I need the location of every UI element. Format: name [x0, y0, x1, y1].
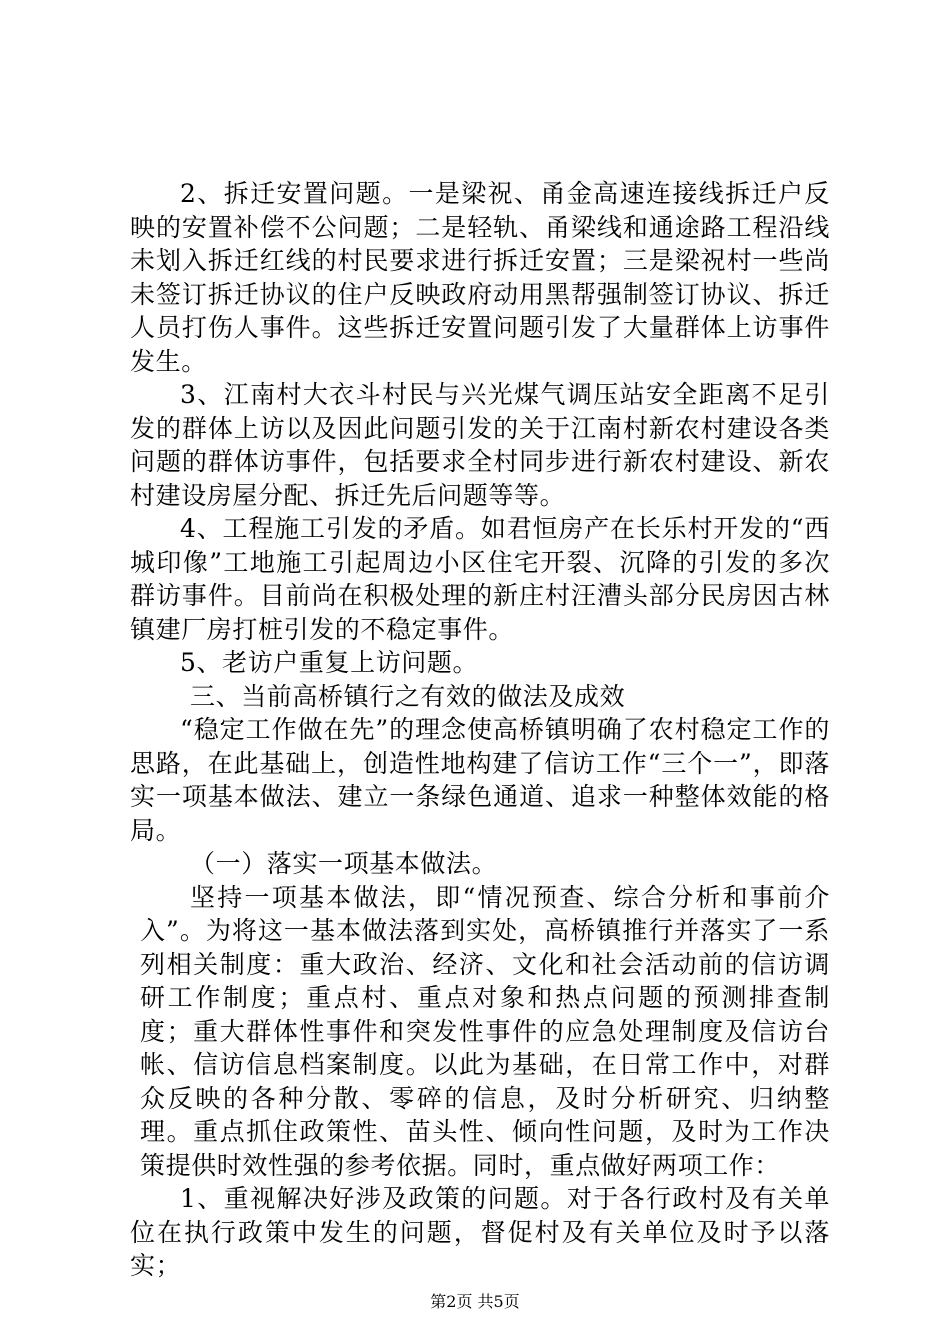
paragraph-basic-practice-detail: 坚持一项基本做法，即“情况预查、综合分析和事前介入”。为将这一基本做法落到实处，高桥镇推行并落实了一系列相关制度：重大政治、经济、文化和社会活动前的信访调研工作制度；重点村、重点对象和热点问题的预测排查制度；重大群体性事件和突发性事件的应急处理制度及信访台帐、信访信息档案制度。以此为基础，在日常工作中，对群众反映的各种分散、零碎的信息，及时分析研究、归纳整理。重点抓住政策性、苗头性、倾向性问题，及时为工作决策提供时效性强的参考依据。同时，重点做好两项工作：	[140, 882, 830, 1180]
paragraph-policy-issues: 1、重视解决好涉及政策的问题。对于各行政村及有关单位在执行政策中发生的问题，督促村及有关单位及时予以落实；	[130, 1184, 830, 1280]
paragraph-repeat-petitioners: 5、老访户重复上访问题。	[180, 648, 479, 677]
paragraph-stability-concept: “稳定工作做在先”的理念使高桥镇明确了农村稳定工作的思路，在此基础上，创造性地构建了信访工作“三个一”，即落实一项基本做法、建立一条绿色通道、追求一种整体效能的格局。	[130, 715, 830, 845]
paragraph-demolition-issue: 2、拆迁安置问题。一是梁祝、甬金高速连接线拆迁户反映的安置补偿不公问题；二是轻轨、甬梁线和通途路工程沿线未划入拆迁红线的村民要求进行拆迁安置；三是梁祝村一些尚未签订拆迁协议的住户反映政府动用黑帮强制签订协议、拆迁人员打伤人事件。这些拆迁安置问题引发了大量群体上访事件发生。	[130, 179, 830, 376]
page-number-footer: 第2页 共5页	[430, 1292, 520, 1311]
document-body	[130, 177, 830, 1283]
paragraph-jiangnan-village-issue: 3、江南村大衣斗村民与兴光煤气调压站安全距离不足引发的群体上访以及因此问题引发的关于江南村新农村建设各类问题的群体访事件，包括要求全村同步进行新农村建设、新农村建设房屋分配、拆迁先后问题等等。	[130, 380, 830, 510]
paragraph-construction-conflict: 4、工程施工引发的矛盾。如君恒房产在长乐村开发的“西城印像”工地施工引起周边小区住宅开裂、沉降的引发的多次群访事件。目前尚在积极处理的新庄村汪漕头部分民房因古林镇建厂房打桩引发的不稳定事件。	[130, 514, 830, 644]
section-heading-effective-practices: 三、当前高桥镇行之有效的做法及成效	[190, 681, 626, 711]
subsection-heading-basic-practice: （一）落实一项基本做法。	[190, 849, 498, 878]
